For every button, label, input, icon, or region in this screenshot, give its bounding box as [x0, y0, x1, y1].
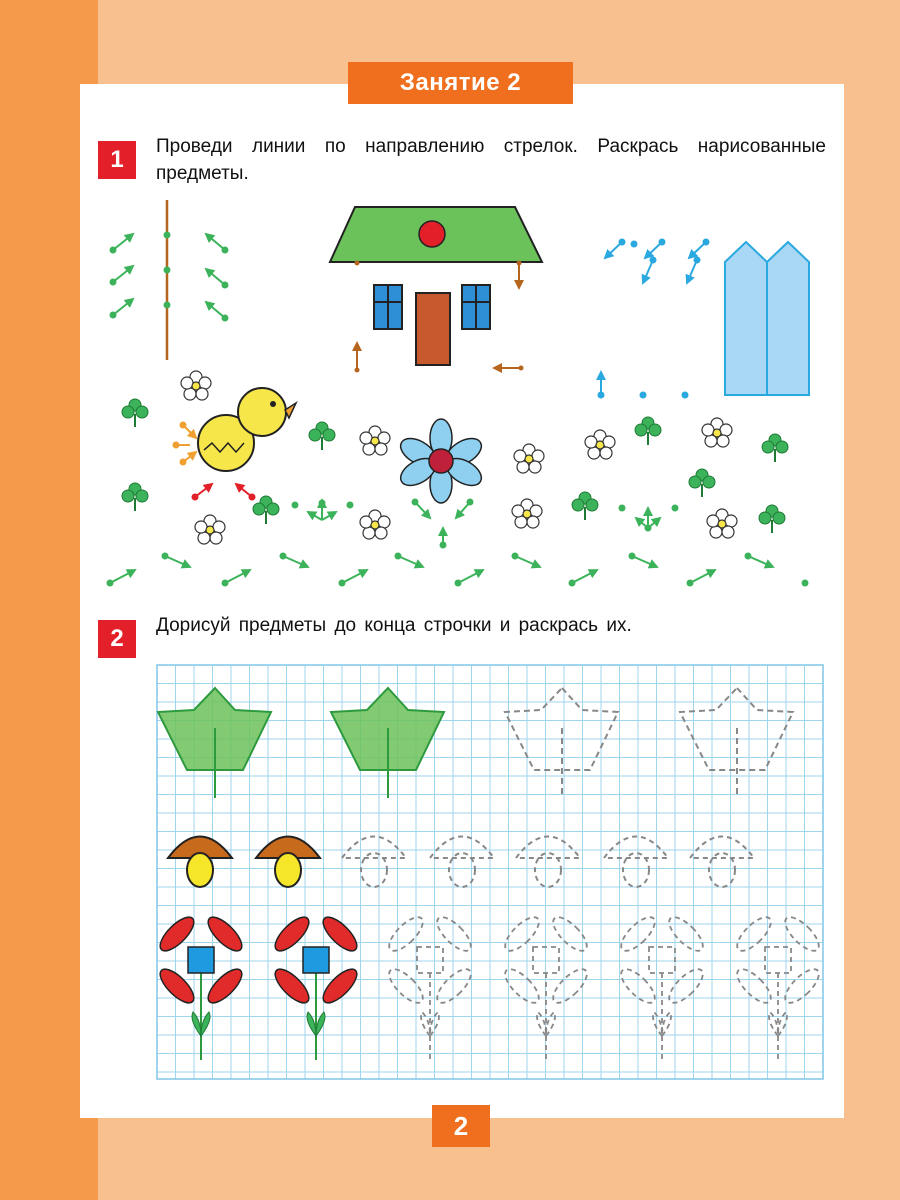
task-2-number: 2 — [98, 620, 136, 658]
mushroom-traces — [342, 837, 754, 888]
mushroom-icon — [256, 837, 320, 888]
cross-flower-icon — [155, 912, 247, 1060]
task-1-number: 1 — [98, 141, 136, 179]
tulip-trace — [680, 688, 793, 798]
task-1-text: Проведи линии по направлению стрелок. Раскрась нарисованные предметы. — [156, 136, 826, 184]
tulip-icon — [331, 688, 444, 798]
mushroom-icon — [168, 837, 232, 888]
tulip-icon — [158, 688, 271, 798]
cross-flower-icon — [270, 912, 362, 1060]
cross-flower-traces — [384, 912, 824, 1060]
lesson-title: Занятие 2 — [348, 62, 573, 104]
task-2-text: Дорисуй предметы до конца строчки и раскрась их. — [156, 615, 632, 636]
page-number: 2 — [432, 1105, 490, 1147]
